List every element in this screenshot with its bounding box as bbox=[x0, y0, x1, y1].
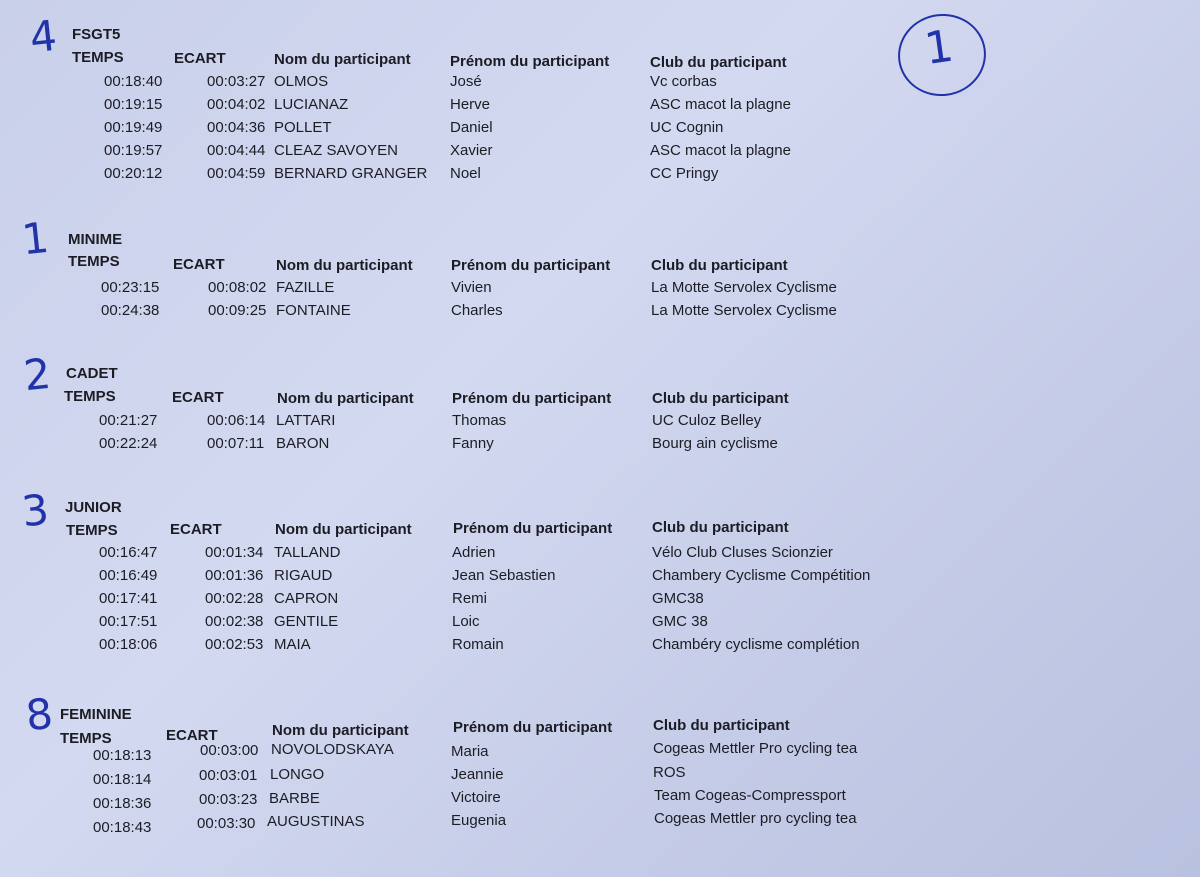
cell-temps: 00:17:41 bbox=[99, 590, 158, 607]
cell-nom: BERNARD GRANGER bbox=[274, 165, 428, 182]
header-ecart: ECART bbox=[174, 50, 226, 67]
cell-ecart: 00:02:53 bbox=[205, 636, 264, 653]
cell-nom: RIGAUD bbox=[274, 567, 333, 584]
cell-club: Chambery Cyclisme Compétition bbox=[652, 567, 871, 584]
cell-temps: 00:19:15 bbox=[104, 96, 163, 113]
cell-club: Vélo Club Cluses Scionzier bbox=[652, 544, 833, 561]
cell-prenom: Jeannie bbox=[451, 766, 504, 783]
cell-nom: CAPRON bbox=[274, 590, 339, 607]
handwritten-mark: 3 bbox=[19, 484, 52, 537]
cell-club: UC Culoz Belley bbox=[652, 412, 762, 429]
cell-temps: 00:24:38 bbox=[101, 302, 160, 319]
header-ecart: ECART bbox=[173, 256, 225, 273]
cell-nom: BARON bbox=[276, 435, 330, 452]
cell-prenom: Vivien bbox=[451, 279, 492, 296]
header-nom: Nom du participant bbox=[276, 257, 413, 274]
cell-temps: 00:19:57 bbox=[104, 142, 163, 159]
cell-club: Vc corbas bbox=[650, 73, 717, 90]
cell-nom: OLMOS bbox=[274, 73, 329, 90]
cell-prenom: Charles bbox=[451, 302, 503, 319]
cell-club: CC Pringy bbox=[650, 165, 719, 182]
cell-ecart: 00:04:44 bbox=[207, 142, 266, 159]
handwritten-mark: 8 bbox=[23, 688, 56, 741]
cell-ecart: 00:04:59 bbox=[207, 165, 266, 182]
handwritten-mark: 2 bbox=[21, 348, 54, 401]
cell-club: Bourg ain cyclisme bbox=[652, 435, 778, 452]
cell-nom: LUCIANAZ bbox=[274, 96, 349, 113]
cell-prenom: Remi bbox=[452, 590, 488, 607]
cell-nom: TALLAND bbox=[274, 544, 341, 561]
header-temps: TEMPS bbox=[60, 730, 112, 747]
cell-temps: 00:21:27 bbox=[99, 412, 158, 429]
header-temps: TEMPS bbox=[64, 388, 116, 405]
header-prenom: Prénom du participant bbox=[452, 390, 612, 407]
cell-club: ROS bbox=[653, 764, 686, 781]
cell-temps: 00:18:43 bbox=[93, 819, 152, 836]
cell-ecart: 00:02:28 bbox=[205, 590, 264, 607]
cell-temps: 00:18:36 bbox=[93, 795, 152, 812]
cell-ecart: 00:03:00 bbox=[200, 742, 259, 759]
cell-club: GMC 38 bbox=[652, 613, 708, 630]
cell-nom: LATTARI bbox=[276, 412, 336, 429]
cell-nom: CLEAZ SAVOYEN bbox=[274, 142, 398, 159]
cell-nom: FAZILLE bbox=[276, 279, 335, 296]
cell-prenom: Loic bbox=[452, 613, 480, 630]
category-title: FEMININE bbox=[60, 706, 132, 723]
cell-ecart: 00:02:38 bbox=[205, 613, 264, 630]
header-nom: Nom du participant bbox=[275, 521, 412, 538]
cell-ecart: 00:03:23 bbox=[199, 791, 258, 808]
cell-nom: POLLET bbox=[274, 119, 332, 136]
cell-nom: NOVOLODSKAYA bbox=[271, 741, 394, 758]
cell-ecart: 00:01:34 bbox=[205, 544, 264, 561]
cell-prenom: Romain bbox=[452, 636, 504, 653]
cell-ecart: 00:03:30 bbox=[197, 815, 256, 832]
cell-club: UC Cognin bbox=[650, 119, 724, 136]
header-temps: TEMPS bbox=[68, 253, 120, 270]
cell-prenom: Xavier bbox=[450, 142, 493, 159]
header-prenom: Prénom du participant bbox=[451, 257, 611, 274]
cell-temps: 00:18:14 bbox=[93, 771, 152, 788]
cell-prenom: Jean Sebastien bbox=[452, 567, 556, 584]
cell-nom: LONGO bbox=[270, 766, 325, 783]
cell-nom: AUGUSTINAS bbox=[267, 813, 365, 830]
cell-ecart: 00:01:36 bbox=[205, 567, 264, 584]
header-club: Club du participant bbox=[650, 54, 787, 71]
cell-temps: 00:18:06 bbox=[99, 636, 158, 653]
cell-ecart: 00:06:14 bbox=[207, 412, 266, 429]
cell-prenom: Thomas bbox=[452, 412, 507, 429]
handwritten-mark: 4 bbox=[27, 10, 60, 63]
cell-prenom: Victoire bbox=[451, 789, 501, 806]
cell-temps: 00:18:13 bbox=[93, 747, 152, 764]
cell-ecart: 00:04:02 bbox=[207, 96, 266, 113]
cell-temps: 00:18:40 bbox=[104, 73, 163, 90]
category-title: MINIME bbox=[68, 231, 123, 248]
cell-club: GMC38 bbox=[652, 590, 704, 607]
cell-prenom: Noel bbox=[450, 165, 481, 182]
header-club: Club du participant bbox=[652, 390, 789, 407]
cell-club: ASC macot la plagne bbox=[650, 142, 791, 159]
header-nom: Nom du participant bbox=[277, 390, 414, 407]
cell-club: ASC macot la plagne bbox=[650, 96, 791, 113]
cell-ecart: 00:07:11 bbox=[207, 435, 265, 452]
handwritten-mark: 1 bbox=[19, 212, 52, 265]
cell-nom: BARBE bbox=[269, 790, 320, 807]
cell-temps: 00:16:49 bbox=[99, 567, 158, 584]
cell-ecart: 00:09:25 bbox=[208, 302, 267, 319]
category-title: JUNIOR bbox=[65, 499, 122, 516]
cell-prenom: Maria bbox=[451, 743, 489, 760]
cell-prenom: Adrien bbox=[452, 544, 496, 561]
cell-nom: MAIA bbox=[274, 636, 311, 653]
header-club: Club du participant bbox=[652, 519, 789, 536]
cell-temps: 00:19:49 bbox=[104, 119, 163, 136]
cell-ecart: 00:03:01 bbox=[199, 767, 258, 784]
header-prenom: Prénom du participant bbox=[453, 520, 613, 537]
cell-temps: 00:23:15 bbox=[101, 279, 160, 296]
cell-club: Team Cogeas-Compressport bbox=[654, 787, 846, 804]
cell-ecart: 00:03:27 bbox=[207, 73, 266, 90]
header-ecart: ECART bbox=[172, 389, 224, 406]
cell-nom: FONTAINE bbox=[276, 302, 351, 319]
category-title: CADET bbox=[66, 365, 118, 382]
header-club: Club du participant bbox=[651, 257, 788, 274]
cell-prenom: Daniel bbox=[450, 119, 493, 136]
header-ecart: ECART bbox=[170, 521, 222, 538]
page-number-circle bbox=[893, 8, 992, 101]
cell-temps: 00:16:47 bbox=[99, 544, 158, 561]
cell-prenom: Herve bbox=[450, 96, 491, 113]
cell-club: La Motte Servolex Cyclisme bbox=[651, 302, 837, 319]
page-number: 1 bbox=[921, 20, 957, 76]
cell-prenom: Eugenia bbox=[451, 812, 507, 829]
category-title: FSGT5 bbox=[72, 26, 121, 43]
cell-temps: 00:20:12 bbox=[104, 165, 163, 182]
cell-club: Cogeas Mettler Pro cycling tea bbox=[653, 740, 858, 757]
cell-prenom: José bbox=[450, 73, 482, 90]
header-prenom: Prénom du participant bbox=[453, 719, 613, 736]
header-club: Club du participant bbox=[653, 717, 790, 734]
cell-club: Chambéry cyclisme complétion bbox=[652, 636, 860, 653]
cell-temps: 00:22:24 bbox=[99, 435, 158, 452]
cell-ecart: 00:08:02 bbox=[208, 279, 267, 296]
cell-prenom: Fanny bbox=[452, 435, 494, 452]
cell-temps: 00:17:51 bbox=[99, 613, 158, 630]
header-nom: Nom du participant bbox=[272, 722, 409, 739]
cell-club: La Motte Servolex Cyclisme bbox=[651, 279, 837, 296]
cell-club: Cogeas Mettler pro cycling tea bbox=[654, 810, 857, 827]
header-ecart: ECART bbox=[166, 727, 218, 744]
header-nom: Nom du participant bbox=[274, 51, 411, 68]
header-prenom: Prénom du participant bbox=[450, 53, 610, 70]
cell-nom: GENTILE bbox=[274, 613, 339, 630]
header-temps: TEMPS bbox=[66, 522, 118, 539]
cell-ecart: 00:04:36 bbox=[207, 119, 266, 136]
header-temps: TEMPS bbox=[72, 49, 124, 66]
